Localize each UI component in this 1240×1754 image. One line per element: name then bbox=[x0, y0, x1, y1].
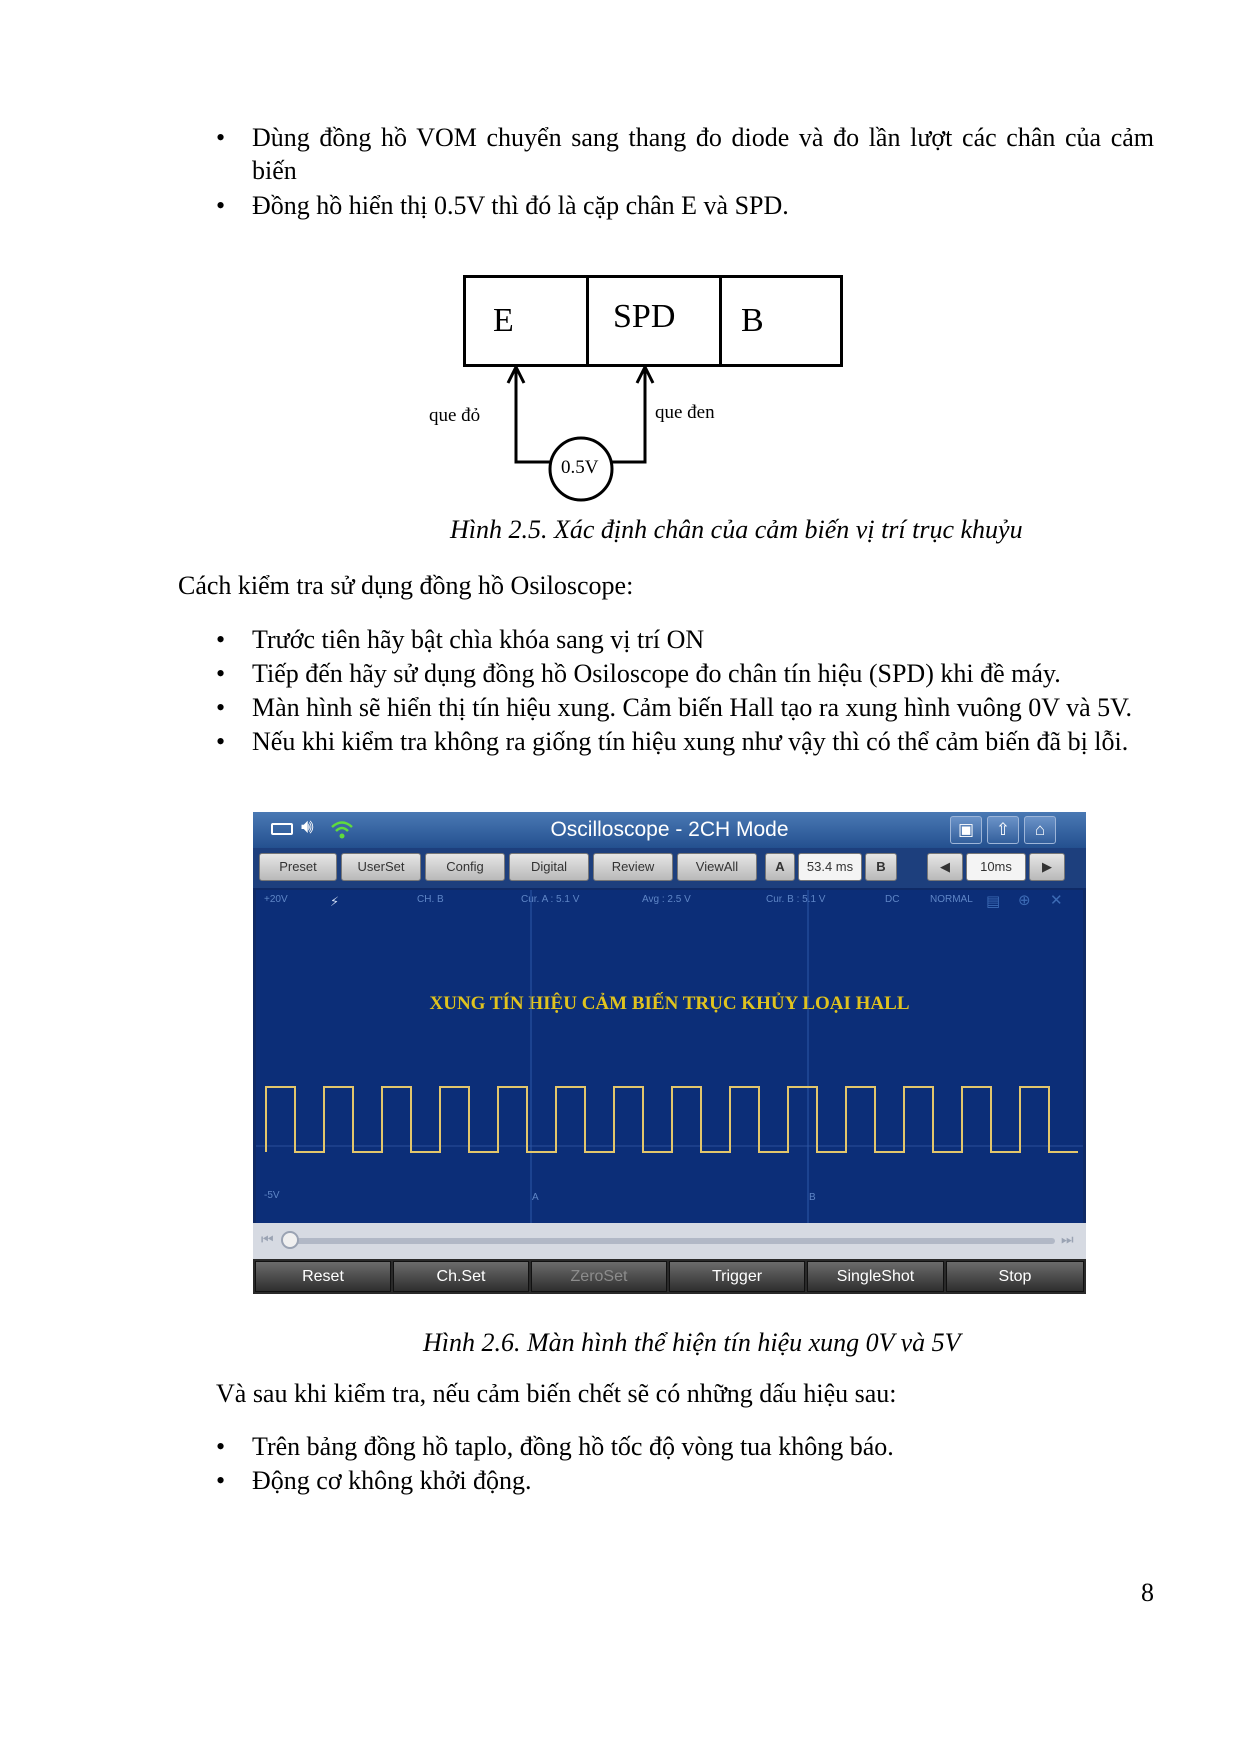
figure-caption: Hình 2.6. Màn hình thể hiện tín hiệu xung 0V và 5V bbox=[423, 1328, 961, 1357]
section-intro: Cách kiểm tra sử dụng đồng hồ Osiloscope: bbox=[178, 571, 634, 600]
osc-bottom-bar bbox=[253, 1259, 1086, 1294]
channel-label: CH. B bbox=[417, 894, 444, 905]
close-icon[interactable]: ✕ bbox=[1050, 892, 1063, 909]
osc-bullet-list bbox=[216, 623, 1154, 759]
overlay-title: XUNG TÍN HIỆU CẢM BIẾN TRỤC KHỦY LOẠI HALL bbox=[429, 993, 910, 1014]
screenshot-icon[interactable]: ▣ bbox=[950, 816, 982, 844]
coupling-label: DC bbox=[885, 894, 900, 905]
list-item: • Tiếp đến hãy sử dụng đồng hồ Osiloscope đo chân tín hiệu (SPD) khi đề máy. bbox=[216, 659, 1061, 688]
pin-label-b: B bbox=[741, 302, 764, 339]
osc-title: Oscilloscope - 2CH Mode bbox=[550, 818, 789, 841]
section-intro: Và sau khi kiểm tra, nếu cảm biến chết sẽ có những dấu hiệu sau: bbox=[216, 1379, 897, 1408]
skip-end-icon[interactable]: ⏭︎ bbox=[1061, 1231, 1074, 1247]
digital-button[interactable]: Digital bbox=[509, 853, 589, 881]
square-wave-trace bbox=[266, 1087, 1078, 1152]
userset-button[interactable]: UserSet bbox=[341, 853, 421, 881]
bullet-text: Màn hình sẽ hiển thị tín hiệu xung. Cảm biến Hall tạo ra xung hình vuông 0V và 5V. bbox=[252, 693, 1133, 722]
list-item: • Trên bảng đồng hồ taplo, đồng hồ tốc độ vòng tua không báo. bbox=[216, 1432, 894, 1461]
osc-waveform-screen[interactable] bbox=[256, 890, 1083, 1223]
waveform bbox=[256, 890, 1083, 1223]
bullet-text: Nếu khi kiểm tra không ra giống tín hiệu xung như vậy thì có thể cảm biến đã bị lỗi. bbox=[252, 727, 1129, 756]
list-item: • Đồng hồ hiển thị 0.5V thì đó là cặp chân E và SPD. bbox=[216, 191, 789, 220]
volt-top-label: +20V bbox=[264, 894, 288, 905]
review-button[interactable]: Review bbox=[593, 853, 673, 881]
trigger-icon: ⚡︎ bbox=[330, 894, 340, 909]
timebase-left-button[interactable] bbox=[927, 853, 963, 881]
timebase-readout: 10ms bbox=[966, 853, 1026, 881]
arrow-left-icon: ◀ bbox=[940, 859, 950, 874]
list-item: • Động cơ không khởi động. bbox=[216, 1466, 532, 1495]
arrow-right-icon: ▶ bbox=[1042, 859, 1052, 874]
list-item: • Trước tiên hãy bật chìa khóa sang vị trí ON bbox=[216, 625, 705, 654]
probe-wires bbox=[500, 365, 680, 505]
intro-bullet-list bbox=[216, 121, 1154, 223]
reset-button[interactable]: Reset bbox=[255, 1261, 391, 1292]
page-number: 8 bbox=[1141, 1578, 1154, 1607]
list-item: • Màn hình sẽ hiển thị tín hiệu xung. Cảm biến Hall tạo ra xung hình vuông 0V và 5V. bbox=[216, 693, 1133, 722]
slider-track[interactable] bbox=[283, 1238, 1055, 1244]
pin-label-e: E bbox=[493, 302, 514, 339]
volt-bottom-label: -5V bbox=[264, 1190, 280, 1201]
trigger-mode-label: NORMAL bbox=[930, 894, 973, 905]
comment-icon[interactable]: ▤ bbox=[986, 893, 1001, 910]
preset-button[interactable]: Preset bbox=[259, 853, 337, 881]
viewall-button[interactable]: ViewAll bbox=[677, 853, 757, 881]
failure-bullet-list bbox=[216, 1430, 1154, 1498]
bullet-text: Đồng hồ hiển thị 0.5V thì đó là cặp chân E và SPD. bbox=[252, 191, 789, 220]
meter-reading: 0.5V bbox=[561, 457, 599, 478]
osc-toolbar bbox=[253, 848, 1086, 888]
timebase-right-button[interactable] bbox=[1029, 853, 1065, 881]
home-icon[interactable]: ⌂ bbox=[1024, 816, 1056, 844]
probe-label-black: que đen bbox=[655, 402, 715, 423]
config-button[interactable]: Config bbox=[425, 853, 505, 881]
bullet-text: Tiếp đến hãy sử dụng đồng hồ Osiloscope đo chân tín hiệu (SPD) khi đề máy. bbox=[252, 659, 1061, 688]
singleshot-button[interactable]: SingleShot bbox=[807, 1261, 944, 1292]
oscilloscope-screenshot bbox=[253, 812, 1086, 1294]
figure-caption: Hình 2.5. Xác định chân của cảm biến vị trí trục khuỷu bbox=[450, 515, 1023, 544]
pin-box-e bbox=[463, 275, 589, 367]
cursor-a-value: Cur. A : 5.1 V bbox=[521, 894, 580, 905]
cursor-a-button[interactable]: A bbox=[765, 853, 795, 881]
cursor-b-value: Cur. B : 5.1 V bbox=[766, 894, 826, 905]
cursor-delta-readout: 53.4 ms bbox=[798, 853, 862, 881]
zeroset-button[interactable]: ZeroSet bbox=[531, 1261, 667, 1292]
cursor-b-marker: B bbox=[809, 1192, 816, 1203]
bullet-text: Dùng đồng hồ VOM chuyển sang thang đo diode và đo lần lượt các chân của cảm biến bbox=[252, 123, 1154, 185]
probe-label-red: que đỏ bbox=[429, 405, 481, 426]
speaker-icon: 🔊︎ bbox=[301, 816, 314, 838]
pin-box-b bbox=[719, 275, 843, 367]
bullet-text: Trước tiên hãy bật chìa khóa sang vị trí ON bbox=[252, 625, 705, 654]
list-item: • Nếu khi kiểm tra không ra giống tín hiệu xung như vậy thì có thể cảm biến đã bị lỗi. bbox=[216, 727, 1129, 756]
cursor-a-marker: A bbox=[532, 1192, 539, 1203]
list-item: • Dùng đồng hồ VOM chuyển sang thang đo diode và đo lần lượt các chân của cảm biến bbox=[216, 123, 1154, 185]
scroll-slider[interactable] bbox=[253, 1223, 1086, 1259]
pin-label-spd: SPD bbox=[613, 298, 676, 335]
trigger-button[interactable]: Trigger bbox=[669, 1261, 805, 1292]
cursor-b-button[interactable]: B bbox=[865, 853, 897, 881]
bullet-text: Động cơ không khởi động. bbox=[252, 1466, 532, 1495]
average-value: Avg : 2.5 V bbox=[642, 894, 691, 905]
stop-button[interactable]: Stop bbox=[946, 1261, 1084, 1292]
slider-thumb[interactable] bbox=[281, 1231, 299, 1249]
zoom-icon[interactable]: ⊕ bbox=[1018, 892, 1031, 909]
bullet-text: Trên bảng đồng hồ taplo, đồng hồ tốc độ vòng tua không báo. bbox=[252, 1432, 894, 1461]
skip-start-icon[interactable]: ⏮︎ bbox=[261, 1231, 274, 1247]
osc-title-bar bbox=[253, 812, 1086, 848]
upload-icon[interactable]: ⇧ bbox=[987, 816, 1019, 844]
chset-button[interactable]: Ch.Set bbox=[393, 1261, 529, 1292]
